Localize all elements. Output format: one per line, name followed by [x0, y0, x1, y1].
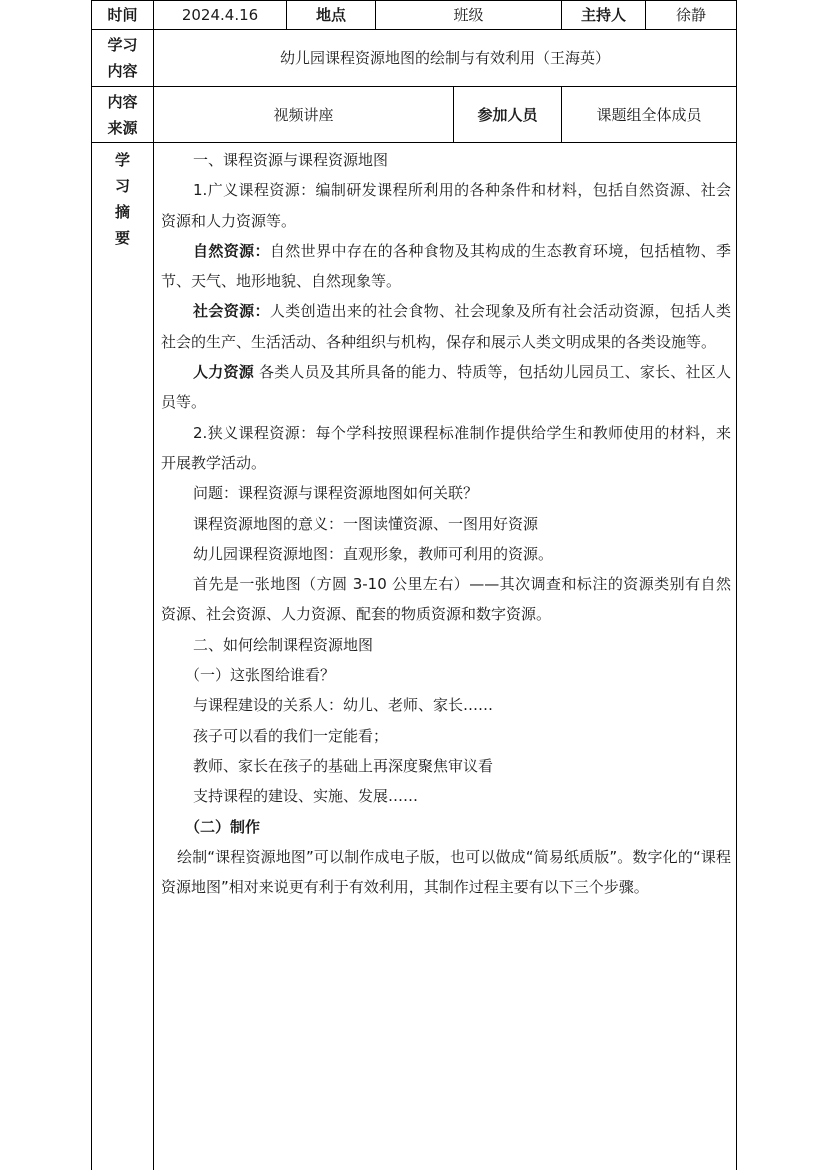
participants-value: 课题组全体成员: [596, 105, 702, 124]
content-value: 幼儿园课程资源地图的绘制与有效利用（王海英）: [279, 49, 610, 67]
summary-paragraph: 绘制“课程资源地图”可以制作成电子版，也可以做成“简易纸质版”。数字化的“课程资源地图”相对来说更有利于有效利用，其制作过程主要有以下三个步骤。: [161, 847, 731, 897]
summary-paragraph: 教师、家长在孩子的基础上再深度聚焦审议看: [193, 756, 494, 775]
summary-paragraph: 1.广义课程资源：编制研发课程所利用的各种条件和材料，包括自然资源、社会资源和人力资源等。: [161, 181, 731, 230]
summary-paragraph: 社会资源：人类创造出来的社会食物、社会现象及所有社会活动资源，包括人类社会的生产、生活活动、各种组织与机构，保存和展示人类文明成果的各类设施等。: [161, 302, 731, 351]
summary-paragraph: 自然资源：自然世界中存在的各种食物及其构成的生态教育环境，包括植物、季节、天气、地形地貌、自然现象等。: [161, 241, 731, 291]
table-border-right: [736, 0, 737, 1170]
source-label-line2: 来源: [107, 118, 138, 137]
summary-label-char: 要: [114, 229, 130, 247]
time-label: 时间: [107, 6, 138, 24]
summary-label-char: 学: [114, 151, 130, 169]
summary-paragraph: 幼儿园课程资源地图：直观形象，教师可利用的资源。: [193, 544, 554, 563]
summary-label: [92, 143, 153, 267]
location-label: 地点: [315, 6, 346, 24]
participants-label: 参加人员: [477, 105, 538, 124]
host-value: 徐静: [675, 6, 706, 24]
summary-paragraph: 与课程建设的关系人：幼儿、老师、家长……: [193, 696, 494, 715]
summary-paragraph: 问题：课程资源与课程资源地图如何关联？: [193, 484, 479, 503]
summary-paragraph: 支持课程的建设、实施、发展……: [193, 787, 419, 806]
summary-paragraph: 一、课程资源与课程资源地图: [193, 151, 389, 169]
row-divider-3: [91, 142, 737, 143]
content-label-line1: 学习: [107, 36, 138, 54]
summary-label-char: 习: [114, 177, 130, 195]
host-label: 主持人: [580, 6, 626, 24]
summary-label-char: 摘: [114, 203, 130, 221]
summary-paragraph: 人力资源 各类人员及其所具备的能力、特质等，包括幼儿园员工、家长、社区人员等。: [161, 363, 731, 412]
source-value: 视频讲座: [273, 105, 334, 124]
summary-paragraph: （一）这张图给谁看？: [185, 666, 336, 685]
content-label: [92, 30, 153, 86]
summary-paragraph: 2.狭义课程资源：每个学科按照课程标准制作提供给学生和教师使用的材料，来开展教学活动。: [161, 423, 731, 472]
summary-paragraph: 课程资源地图的意义：一图读懂资源、一图用好资源: [193, 514, 539, 533]
location-value: 班级: [453, 6, 484, 24]
summary-paragraph: 二、如何绘制课程资源地图: [193, 635, 374, 654]
summary-paragraph: 首先是一张地图（方圆 3-10 公里左右）——其次调查和标注的资源类别有自然资源、社会资源、人力资源、配套的物质资源和数字资源。: [161, 575, 731, 624]
summary-paragraph: 孩子可以看的我们一定能看；: [193, 726, 389, 745]
source-label: [92, 87, 153, 142]
time-value: 2024.4.16: [181, 6, 259, 24]
label-column-divider: [153, 0, 154, 1170]
summary-content: [161, 145, 731, 902]
source-label-line1: 内容: [107, 92, 138, 111]
content-label-line2: 内容: [107, 62, 138, 80]
summary-paragraph: （二）制作: [185, 817, 261, 836]
